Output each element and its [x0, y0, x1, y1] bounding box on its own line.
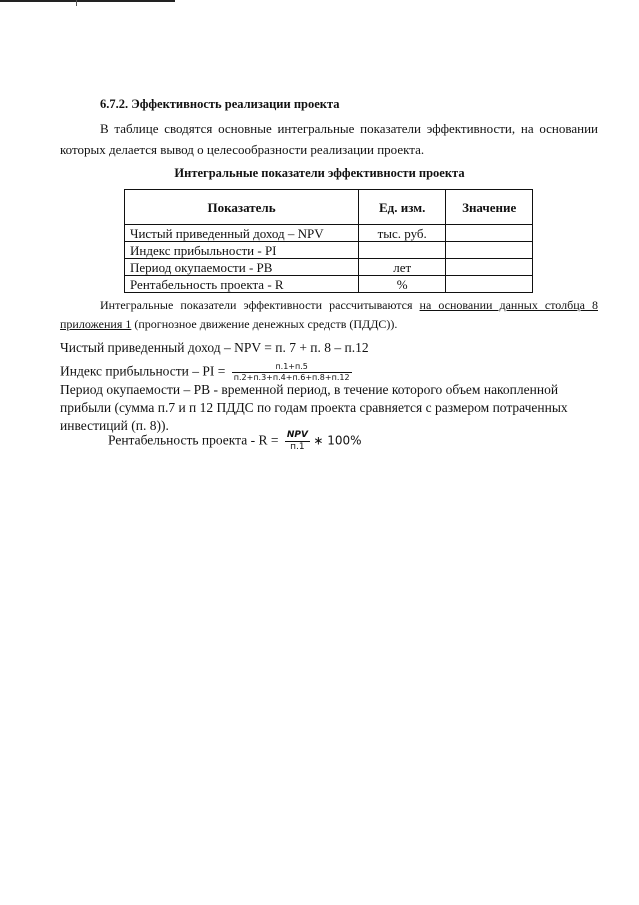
row-value: [446, 242, 533, 259]
row-value: [446, 276, 533, 293]
indicators-table: [124, 189, 533, 293]
note-underlined-reference: на основании данных столбца 8 приложения 1: [60, 298, 598, 331]
pb-definition: Период окупаемости – PB - временной период, в течение которого объем накопленной прибыли (сумма п.7 и п 12 ПДДС по годам проекта сравняется с размером потраченных инвестиций (п. 8)).: [60, 382, 568, 433]
row-indicator: Индекс прибыльности - PI: [125, 242, 359, 259]
pi-denominator: п.2+п.3+п.4+п.6+п.8+п.12: [233, 373, 350, 382]
table-title: Интегральные показатели эффективности проекта: [174, 166, 465, 180]
section-heading: 6.7.2. Эффективность реализации проекта: [100, 97, 340, 111]
r-denominator: п.1: [290, 442, 305, 452]
table-row: [125, 242, 533, 259]
row-unit: лет: [359, 259, 446, 276]
note-text-end: (прогнозное движение денежных средств (ПДДС)).: [131, 317, 398, 331]
pi-formula: [60, 362, 352, 383]
top-edge-line: [0, 0, 175, 2]
top-edge-tick: [76, 0, 77, 6]
header-indicator: Показатель: [125, 190, 359, 225]
r-formula: [108, 430, 362, 453]
row-indicator: Период окупаемости - PB: [125, 259, 359, 276]
source-note: [60, 296, 598, 334]
row-value: [446, 225, 533, 242]
row-unit: тыс. руб.: [359, 225, 446, 242]
table-row: [125, 276, 533, 293]
header-value: Значение: [446, 190, 533, 225]
r-fraction: [285, 430, 310, 453]
npv-formula: Чистый приведенный доход – NPV = п. 7 + п. 8 – п.12: [60, 340, 369, 355]
table-row: [125, 259, 533, 276]
r-label: Рентабельность проекта - R =: [108, 432, 279, 448]
row-indicator: Рентабельность проекта - R: [125, 276, 359, 293]
row-unit: [359, 242, 446, 259]
row-unit: %: [359, 276, 446, 293]
r-multiplier: ∗ 100%: [313, 433, 362, 448]
pi-label: Индекс прибыльности – PI =: [60, 363, 226, 379]
r-numerator: NPV: [286, 430, 308, 440]
table-header-row: [125, 190, 533, 225]
row-indicator: Чистый приведенный доход – NPV: [125, 225, 359, 242]
note-text: Интегральные показатели эффективности рассчитываются: [100, 298, 420, 312]
pi-fraction: [232, 362, 352, 383]
row-value: [446, 259, 533, 276]
table-row: [125, 225, 533, 242]
intro-paragraph: В таблице сводятся основные интегральные показатели эффективности, на основании которых делается вывод о целесообразности реализации проекта.: [60, 121, 598, 157]
pi-numerator: п.1+п.5: [232, 362, 352, 373]
header-unit: Ед. изм.: [359, 190, 446, 225]
